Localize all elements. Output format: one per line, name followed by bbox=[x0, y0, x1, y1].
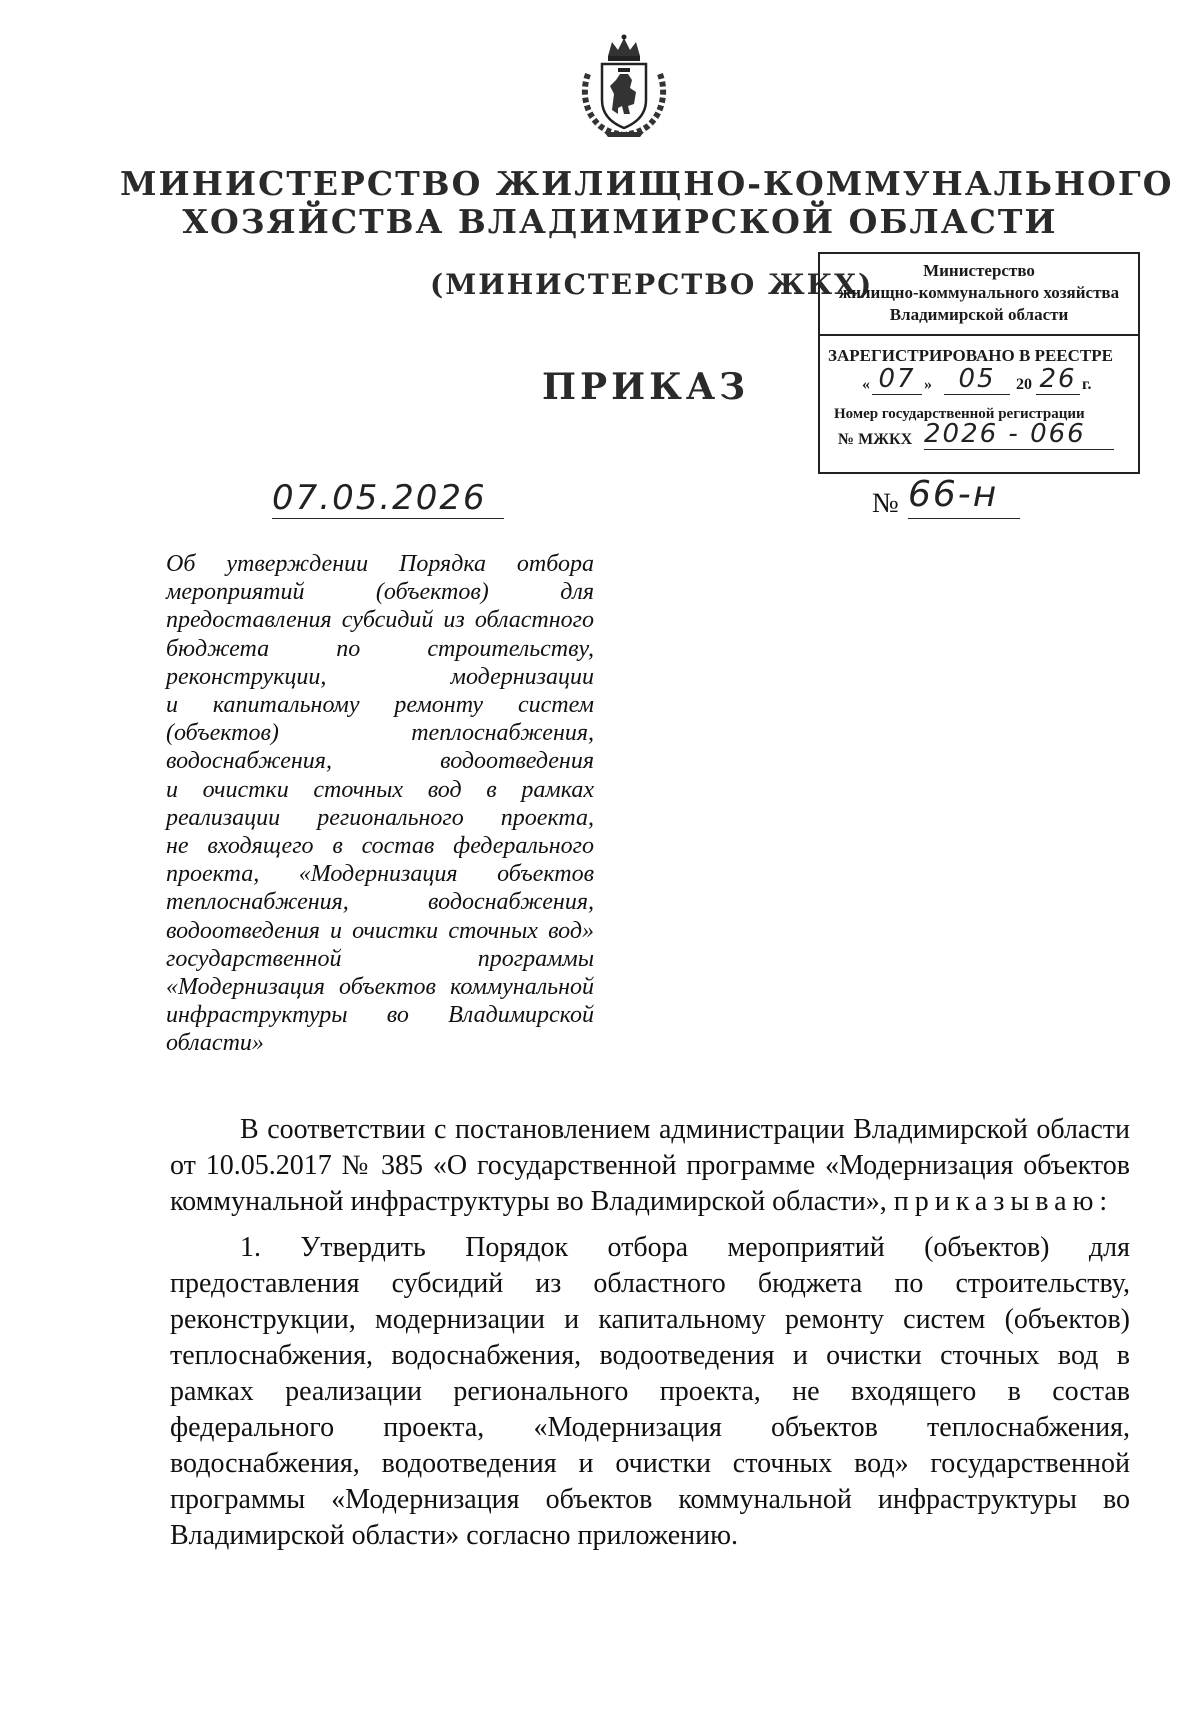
subject-line: государственной программы bbox=[166, 945, 594, 972]
subject-line: (объектов) теплоснабжения, bbox=[166, 720, 594, 747]
order-subject bbox=[166, 550, 594, 1058]
stamp-open-quote: « bbox=[862, 376, 870, 393]
stamp-organization bbox=[820, 254, 1138, 334]
stamp-year-suffix: 26 bbox=[1036, 364, 1080, 395]
subject-line: водоснабжения, водоотведения bbox=[166, 748, 594, 775]
stamp-day: 07 bbox=[872, 364, 922, 395]
stamp-year-prefix: 20 bbox=[1016, 376, 1032, 393]
order-date: 07.05.2026 bbox=[272, 478, 504, 519]
stamp-reg-number-value: 2026 - 066 bbox=[924, 419, 1114, 450]
subject-line: реализации регионального проекта, bbox=[166, 804, 594, 831]
subject-line: предоставления субсидий из областного bbox=[166, 607, 594, 634]
subject-line: мероприятий (объектов) для bbox=[166, 579, 594, 606]
stamp-date-row bbox=[820, 366, 1138, 406]
subject-line: и очистки сточных вод в рамках bbox=[166, 776, 594, 803]
subject-line: водоотведения и очистки сточных вод» bbox=[166, 917, 594, 944]
order-body bbox=[170, 1112, 1130, 1582]
document-type-title: ПРИКАЗ bbox=[542, 366, 750, 408]
stamp-reg-number-row bbox=[820, 419, 1138, 453]
stamp-year-unit: г. bbox=[1082, 376, 1092, 393]
stamp-close-quote: » bbox=[924, 376, 932, 393]
ministry-short-name: (МИНИСТЕРСТВО ЖКХ) bbox=[430, 268, 874, 301]
stamp-org-line3: Владимирской области bbox=[889, 305, 1069, 324]
stamp-reg-number-prefix: № МЖКХ bbox=[838, 431, 913, 448]
registration-stamp bbox=[818, 252, 1140, 474]
coat-of-arms-emblem bbox=[578, 34, 670, 138]
subject-line: не входящего в состав федерального bbox=[166, 833, 594, 860]
subject-line: теплоснабжения, водоснабжения, bbox=[166, 889, 594, 916]
subject-line: бюджета по строительству, bbox=[166, 635, 594, 662]
preamble-text: В соответствии с постановлением администрации Владимирской области от 10.05.2017 № 385 «О государственной программе «Модернизация объектов коммунальной инфраструктуры во Владимирской области», bbox=[170, 1114, 1130, 1217]
subject-line: инфраструктуры во Владимирской bbox=[166, 1002, 594, 1029]
ministry-name-line1: МИНИСТЕРСТВО ЖИЛИЩНО-КОММУНАЛЬНОГО bbox=[120, 164, 1174, 203]
item-1-text: 1. Утвердить Порядок отбора мероприятий (объектов) для предоставления субсидий из областного бюджета по строительству, реконструкции, модернизации и капитальному ремонту систем (объектов) теплоснабжения, водоснабжения, водоотведения и очистки сточных вод в рамках реализации регионального проекта, не входящего в состав федерального проекта, «Модернизация объектов теплоснабжения, водоснабжения, водоотведения и очистки сточных вод» государственной программы «Модернизация объектов коммунальной инфраструктуры во Владимирской области» согласно приложению. bbox=[170, 1232, 1130, 1551]
subject-line: «Модернизация объектов коммунальной bbox=[166, 974, 594, 1001]
subject-line: реконструкции, модернизации bbox=[166, 663, 594, 690]
order-number-label: № bbox=[872, 488, 899, 519]
stamp-org-line2: жилищно-коммунального хозяйства bbox=[838, 283, 1120, 302]
item-1-paragraph bbox=[170, 1230, 1130, 1554]
subject-line: области» bbox=[166, 1030, 264, 1057]
stamp-org-line1: Министерство bbox=[923, 261, 1035, 280]
subject-line: Об утверждении Порядка отбора bbox=[166, 551, 594, 577]
ministry-name bbox=[120, 164, 1174, 241]
ministry-name-line2: ХОЗЯЙСТВА ВЛАДИМИРСКОЙ ОБЛАСТИ bbox=[182, 202, 1058, 241]
stamp-reg-number-label: Номер государственной регистрации bbox=[834, 406, 1085, 422]
order-word: приказываю: bbox=[893, 1186, 1114, 1217]
subject-line: проекта, «Модернизация объектов bbox=[166, 861, 594, 888]
stamp-month: 05 bbox=[944, 364, 1010, 395]
stamp-registered-text: ЗАРЕГИСТРИРОВАНО В РЕЕСТРЕ bbox=[828, 346, 1113, 365]
subject-line: и капитальному ремонту систем bbox=[166, 692, 594, 719]
preamble-paragraph bbox=[170, 1112, 1130, 1220]
order-number-value: 66-н bbox=[908, 474, 1020, 519]
